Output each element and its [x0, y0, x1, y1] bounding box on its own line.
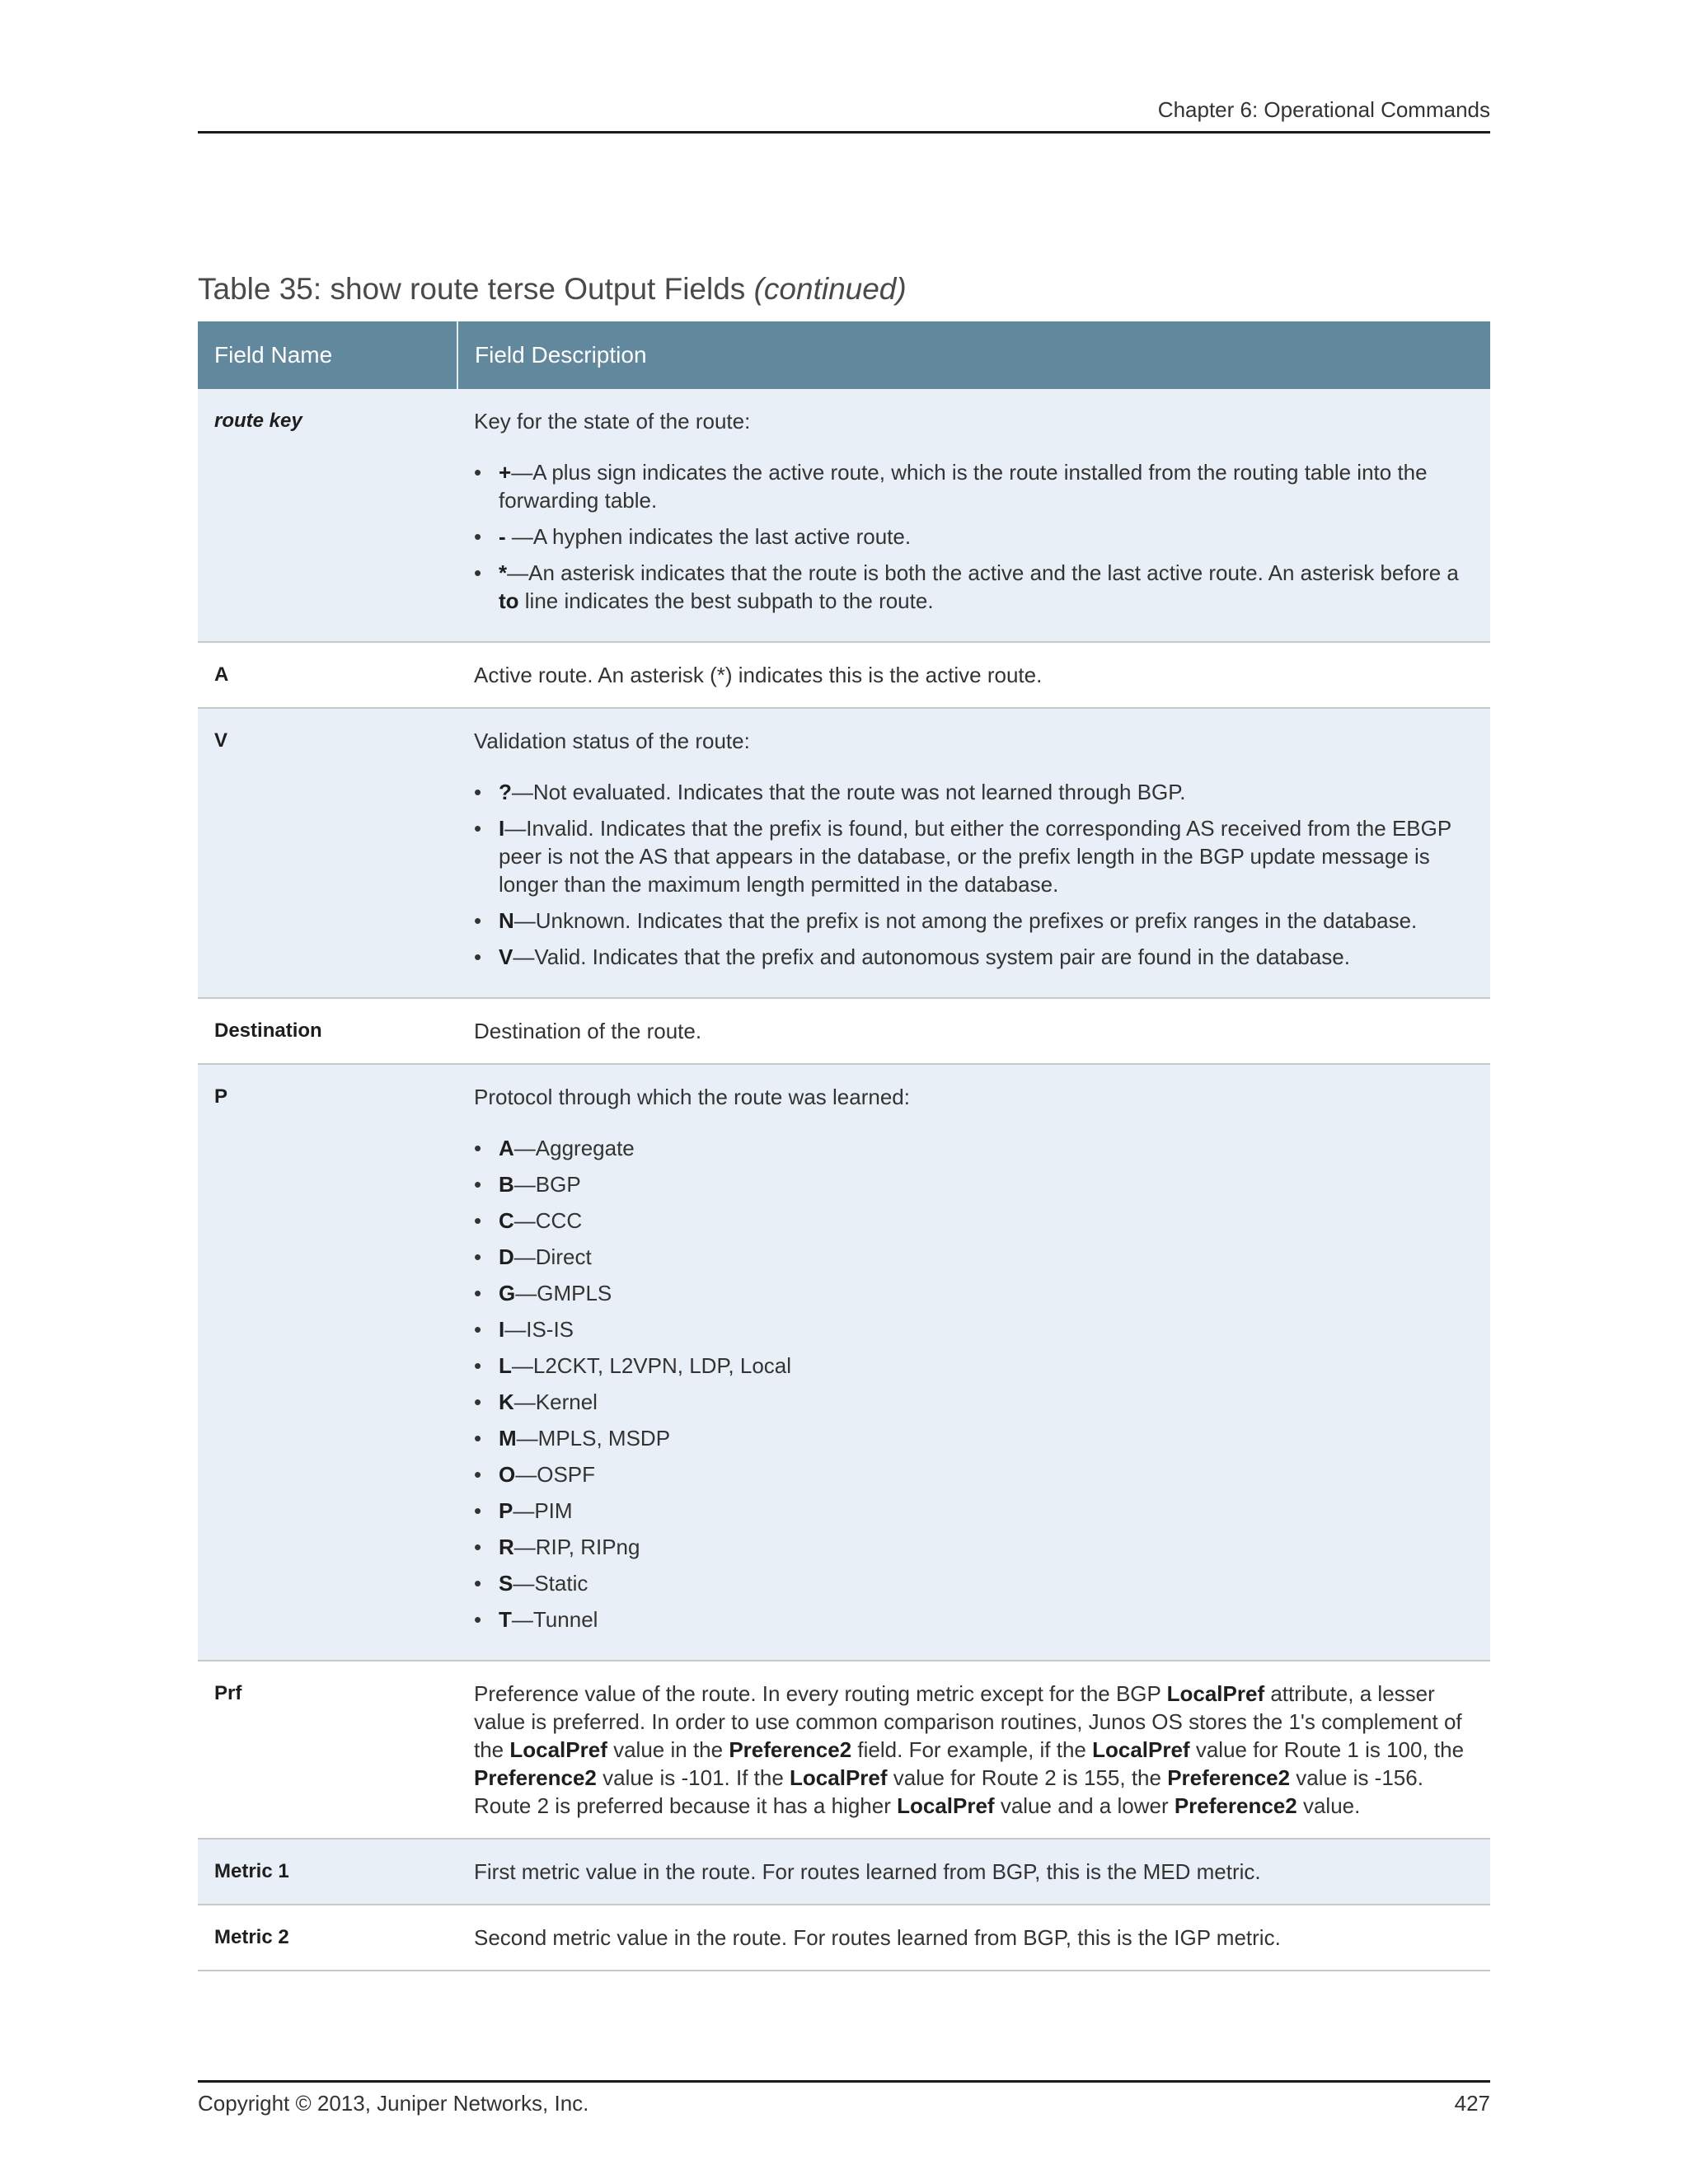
field-description: Active route. An asterisk (*) indicates this is the active route.	[457, 642, 1490, 708]
bullet-text: —BGP	[513, 1172, 581, 1197]
table-row-route-key	[198, 389, 1490, 642]
inline-keyword: LocalPref	[790, 1765, 888, 1790]
table-row-p	[198, 1064, 1490, 1661]
list-item	[499, 1424, 1474, 1452]
bullet-text: —Valid. Indicates that the prefix and autonomous system pair are found in the database.	[513, 944, 1350, 969]
description-text: Preference value of the route. In every routing metric except for the BGP	[474, 1681, 1167, 1706]
list-item	[499, 814, 1474, 898]
list-item	[499, 1207, 1474, 1235]
bullet-list	[474, 458, 1474, 615]
bullet-text: —Static	[513, 1571, 588, 1596]
list-item	[499, 1279, 1474, 1307]
copyright-text: Copyright © 2013, Juniper Networks, Inc.	[198, 2091, 589, 2116]
inline-keyword: Preference2	[1167, 1765, 1291, 1790]
description-intro: Protocol through which the route was learned:	[474, 1085, 910, 1109]
bullet-key: V	[499, 944, 513, 969]
field-name: P	[198, 1064, 457, 1661]
list-item	[499, 778, 1474, 806]
bullet-text: —A hyphen indicates the last active route.	[505, 524, 912, 549]
bullet-key: O	[499, 1462, 516, 1487]
page-footer	[198, 2080, 1490, 2116]
list-item	[499, 907, 1474, 935]
description-text: value for Route 1 is 100, the	[1189, 1737, 1465, 1762]
field-description: First metric value in the route. For routes learned from BGP, this is the MED metric.	[457, 1839, 1490, 1905]
bullet-key: P	[499, 1498, 513, 1523]
field-description	[457, 708, 1490, 998]
bullet-key: L	[499, 1353, 512, 1378]
bullet-key: A	[499, 1136, 514, 1160]
bullet-text: —Aggregate	[513, 1136, 635, 1160]
bullet-text: —RIP, RIPng	[513, 1535, 640, 1559]
bullet-key: D	[499, 1244, 514, 1269]
bullet-text: line indicates the best subpath to the route.	[518, 588, 934, 613]
field-name: Prf	[198, 1661, 457, 1839]
field-name: route key	[198, 389, 457, 642]
bullet-text: —IS-IS	[504, 1317, 574, 1342]
bullet-text: —MPLS, MSDP	[516, 1426, 671, 1451]
description-text: field. For example, if the	[851, 1737, 1093, 1762]
bullet-text: —Unknown. Indicates that the prefix is not among the prefixes or prefix ranges in the database.	[513, 908, 1418, 933]
bullet-key: K	[499, 1390, 514, 1414]
inline-keyword: LocalPref	[509, 1737, 607, 1762]
table-title-suffix: (continued)	[753, 272, 907, 306]
field-description	[457, 389, 1490, 642]
bullet-text: —Kernel	[513, 1390, 598, 1414]
chapter-title: Chapter 6: Operational Commands	[1157, 97, 1490, 122]
list-item	[499, 458, 1474, 514]
inline-keyword: Preference2	[729, 1737, 852, 1762]
bullet-text: —Not evaluated. Indicates that the route was not learned through BGP.	[511, 780, 1186, 804]
list-item	[499, 1388, 1474, 1416]
inline-keyword: LocalPref	[1166, 1681, 1265, 1706]
bullet-key: T	[499, 1607, 512, 1632]
field-name: V	[198, 708, 457, 998]
field-description	[457, 1661, 1490, 1839]
inline-keyword: Preference2	[1174, 1793, 1297, 1818]
bullet-list	[474, 778, 1474, 971]
bullet-text: —An asterisk indicates that the route is both the active and the last active route. An asterisk before a	[507, 560, 1459, 585]
list-item	[499, 1497, 1474, 1525]
bullet-key: S	[499, 1571, 513, 1596]
column-header-field-description: Field Description	[457, 321, 1490, 389]
description-text: value for Route 2 is 155, the	[887, 1765, 1168, 1790]
field-name: Metric 2	[198, 1905, 457, 1971]
bullet-key: *	[499, 560, 508, 585]
table-header-row	[198, 321, 1490, 389]
list-item	[499, 1569, 1474, 1597]
bullet-text: —A plus sign indicates the active route, which is the route installed from the routing table into the forwarding table.	[499, 460, 1428, 513]
list-item	[499, 1533, 1474, 1561]
table-title	[198, 272, 907, 307]
bullet-text: —GMPLS	[515, 1281, 612, 1305]
bullet-text: —Tunnel	[511, 1607, 598, 1632]
page-header	[198, 97, 1490, 134]
bullet-text: —OSPF	[515, 1462, 596, 1487]
description-text: attribute, a lesser value is preferred. In order to use common comparison routines, Junos OS stores the 1's complement of the	[474, 1681, 1462, 1762]
bullet-key: ?	[499, 780, 512, 804]
field-name: Metric 1	[198, 1839, 457, 1905]
list-item	[499, 1352, 1474, 1380]
table-title-text: Table 35: show route terse Output Fields	[198, 272, 746, 306]
table-row-metric-2	[198, 1905, 1490, 1971]
description-intro: Key for the state of the route:	[474, 409, 751, 434]
description-text: value is -156. Route 2 is preferred because it has a higher	[474, 1765, 1423, 1818]
description-intro: Validation status of the route:	[474, 729, 750, 753]
bullet-key: I	[499, 1317, 505, 1342]
bullet-text: —Invalid. Indicates that the prefix is found, but either the corresponding AS received from the EBGP peer is not the AS that appears in the database, or the prefix length in the BGP update message is longer than the maximum length permitted in the database.	[499, 816, 1451, 897]
bullet-key: I	[499, 816, 505, 841]
table-row-a	[198, 642, 1490, 708]
description-text: value.	[1296, 1793, 1361, 1818]
list-item	[499, 559, 1474, 615]
bullet-key: +	[499, 460, 512, 485]
description-text: value in the	[607, 1737, 729, 1762]
bullet-key: R	[499, 1535, 514, 1559]
field-name: A	[198, 642, 457, 708]
list-item	[499, 1243, 1474, 1271]
list-item	[499, 1134, 1474, 1162]
list-item	[499, 1170, 1474, 1198]
output-fields-table	[198, 321, 1490, 1971]
bullet-key: G	[499, 1281, 516, 1305]
field-name: Destination	[198, 998, 457, 1064]
list-item	[499, 523, 1474, 551]
inline-keyword: to	[499, 588, 519, 613]
list-item	[499, 1315, 1474, 1343]
bullet-text: —Direct	[513, 1244, 592, 1269]
field-description: Destination of the route.	[457, 998, 1490, 1064]
inline-keyword: LocalPref	[897, 1793, 995, 1818]
bullet-text: —CCC	[513, 1208, 583, 1233]
inline-keyword: Preference2	[474, 1765, 597, 1790]
list-item	[499, 943, 1474, 971]
bullet-key: B	[499, 1172, 514, 1197]
table-row-prf	[198, 1661, 1490, 1839]
list-item	[499, 1605, 1474, 1633]
column-header-field-name: Field Name	[198, 321, 457, 389]
list-item	[499, 1460, 1474, 1488]
bullet-key: C	[499, 1208, 514, 1233]
table-row-v	[198, 708, 1490, 998]
table-row-destination	[198, 998, 1490, 1064]
description-text: value is -101. If the	[596, 1765, 790, 1790]
field-description: Second metric value in the route. For routes learned from BGP, this is the IGP metric.	[457, 1905, 1490, 1971]
inline-keyword: LocalPref	[1092, 1737, 1190, 1762]
bullet-list	[474, 1134, 1474, 1633]
bullet-text: —PIM	[513, 1498, 573, 1523]
description-text: value and a lower	[994, 1793, 1175, 1818]
bullet-key: N	[499, 908, 514, 933]
bullet-text: —L2CKT, L2VPN, LDP, Local	[511, 1353, 792, 1378]
page-number: 427	[1454, 2091, 1490, 2116]
bullet-key: -	[499, 524, 506, 549]
bullet-key: M	[499, 1426, 517, 1451]
field-description	[457, 1064, 1490, 1661]
table-row-metric-1	[198, 1839, 1490, 1905]
